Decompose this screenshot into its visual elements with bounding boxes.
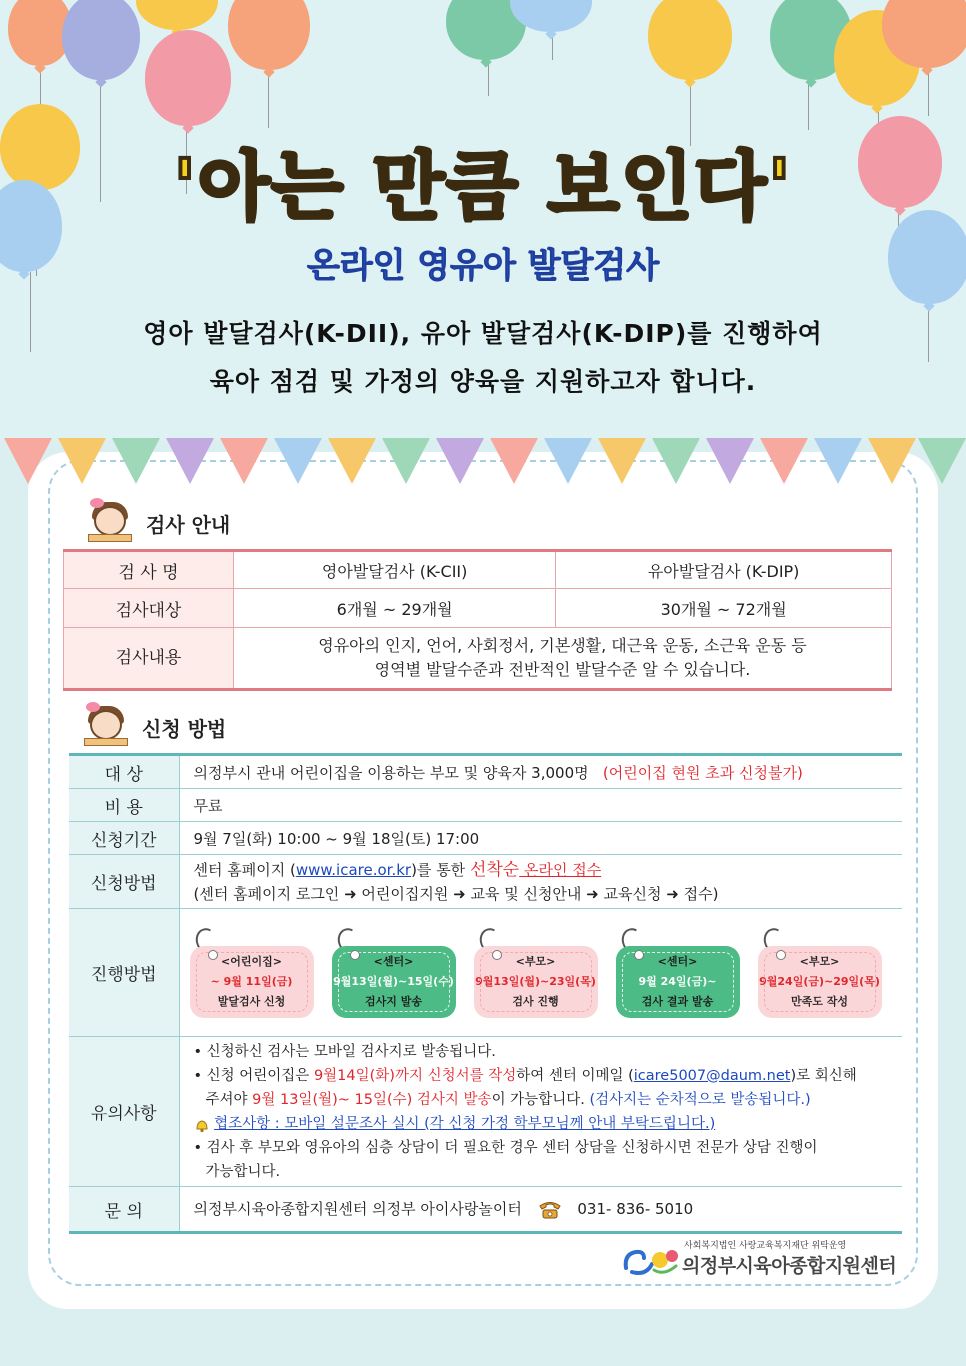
- intro-line-2: 육아 점검 및 가정의 양육을 지원하고자 합니다.: [209, 367, 757, 396]
- tag-hole: [634, 950, 644, 960]
- step-actor: <센터>: [657, 954, 698, 968]
- note-2-a: • 신청 어린이집은: [193, 1067, 314, 1084]
- process-step-tag: [758, 928, 882, 1020]
- cost-value: 무료: [179, 789, 902, 822]
- step-date: ~ 9월 11일(금): [210, 974, 293, 988]
- girl-at-desk-icon: [84, 702, 128, 746]
- footer-operator: 사회복지법인 사랑교육복지재단 위탁운영: [684, 1241, 847, 1251]
- period-value: 9월 7일(화) 10:00 ~ 9월 18일(토) 17:00: [179, 822, 902, 855]
- note-2-deadline: 9월14일(화)까지 신청서를 작성: [313, 1067, 517, 1084]
- note-1: • 신청하신 검사는 모바일 검사지로 발송됩니다.: [193, 1043, 496, 1060]
- note-2-d: )로 회신해: [790, 1067, 857, 1084]
- bell-icon: [194, 1117, 210, 1131]
- table-row: [64, 628, 892, 690]
- note-3-dates: 9월 13일(월)~ 15일(수) 검사지 발송: [252, 1091, 492, 1108]
- table-row: [69, 909, 902, 1037]
- step-actor: <부모>: [799, 954, 840, 968]
- table-row: [64, 589, 892, 628]
- period-label: 신청기간: [69, 822, 179, 855]
- target-value: [179, 755, 902, 789]
- note-3-sequential: (검사지는 순차적으로 발송됩니다.): [589, 1091, 811, 1108]
- note-4-text: 협조사항 : 모바일 설문조사 실시 (각 신청 가정 학부모님께 안내 부탁드립니다.): [214, 1115, 716, 1132]
- note-6: 가능합니다.: [205, 1163, 281, 1180]
- contact-value: [179, 1187, 902, 1233]
- method-value: [179, 855, 902, 909]
- page-title: '아는 만큼 보인다': [173, 144, 793, 230]
- tag-hole: [776, 950, 786, 960]
- step-date: 9월13일(월)~23일(목): [475, 974, 596, 988]
- email-link[interactable]: icare5007@daum.net: [633, 1067, 791, 1084]
- note-3-a: 주셔야: [205, 1091, 253, 1108]
- tag-hole: [492, 950, 502, 960]
- table-row: [69, 822, 902, 855]
- guide-content-label: 검사내용: [64, 628, 234, 690]
- guide-name-label: 검 사 명: [64, 551, 234, 589]
- intro-line-1: 영아 발달검사(K-DII), 유아 발달검사(K-DIP)를 진행하여: [143, 319, 823, 348]
- section-guide-title: 검사 안내: [146, 513, 231, 537]
- step-date: 9월 24일(금)~: [638, 974, 717, 988]
- section-guide-heading: [88, 498, 230, 542]
- process-steps: [179, 909, 902, 1037]
- contact-label: 문 의: [69, 1187, 179, 1233]
- guide-name-infant: 영아발달검사 (K-CII): [234, 551, 556, 589]
- note-5: • 검사 후 부모와 영유아의 심층 상담이 더 필요한 경우 센터 상담을 신청하시면 전문가 상담 진행이: [193, 1139, 818, 1156]
- guide-content-line-1: 영유아의 인지, 언어, 사회정서, 기본생활, 대근육 운동, 소근육 운동 등: [318, 636, 807, 655]
- notes-label: 유의사항: [69, 1037, 179, 1187]
- cost-label: 비 용: [69, 789, 179, 822]
- table-row: [69, 789, 902, 822]
- center-logo-icon: [622, 1244, 680, 1278]
- note-3: [194, 1088, 903, 1112]
- method-path: (센터 홈페이지 로그인 ➜ 어린이집지원 ➜ 교육 및 신청안내 ➜ 교육신청 ➜ 접수): [193, 884, 719, 903]
- guide-target-label: 검사대상: [64, 589, 234, 628]
- guide-target-infant: 6개월 ~ 29개월: [234, 589, 556, 628]
- contact-phone: 031- 836- 5010: [577, 1200, 694, 1219]
- method-label: 신청방법: [69, 855, 179, 909]
- table-row: [69, 1037, 902, 1187]
- section-apply-title: 신청 방법: [142, 717, 227, 741]
- guide-content-text: [234, 628, 892, 690]
- notes-value: [179, 1037, 902, 1187]
- process-label: 진행방법: [69, 909, 179, 1037]
- process-step-tag: [332, 928, 456, 1020]
- step-task: 발달검사 신청: [217, 994, 286, 1008]
- process-step-tag: [616, 928, 740, 1020]
- method-suffix: 온라인 접수: [519, 860, 602, 879]
- method-prefix: 센터 홈페이지 (: [193, 860, 296, 879]
- target-warning: (어린이집 현원 초과 신청불가): [602, 763, 803, 782]
- contact-org: 의정부시육아종합지원센터 의정부 아이사랑놀이터: [193, 1200, 522, 1219]
- process-step-tag: [474, 928, 598, 1020]
- note-2-c: 하여 센터 이메일 (: [516, 1067, 634, 1084]
- step-task: 검사 결과 발송: [641, 994, 714, 1008]
- footer-center-name: 의정부시육아종합지원센터: [682, 1255, 897, 1277]
- page-subtitle: 온라인 영유아 발달검사: [306, 246, 660, 286]
- girl-at-desk-icon: [88, 498, 132, 542]
- table-row: [69, 755, 902, 789]
- process-step-list: [180, 918, 903, 1028]
- note-2: [194, 1064, 903, 1088]
- section-apply-heading: [84, 702, 226, 746]
- tag-hole: [208, 950, 218, 960]
- pennant-garland: [0, 438, 966, 488]
- step-actor: <어린이집>: [221, 954, 282, 968]
- telephone-icon: [537, 1200, 563, 1220]
- step-task: 만족도 작성: [791, 994, 848, 1008]
- target-text: 의정부시 관내 어린이집을 이용하는 부모 및 양육자 3,000명: [193, 763, 589, 782]
- guide-target-child: 30개월 ~ 72개월: [556, 589, 892, 628]
- tag-hole: [350, 950, 360, 960]
- process-step-tag: [190, 928, 314, 1020]
- step-date: 9월13일(월)~15일(수): [333, 974, 454, 988]
- step-actor: <부모>: [515, 954, 556, 968]
- homepage-link[interactable]: www.icare.or.kr: [295, 860, 412, 879]
- note-3-c: 이 가능합니다.: [491, 1091, 590, 1108]
- step-task: 검사지 발송: [365, 994, 422, 1008]
- table-row: [69, 855, 902, 909]
- guide-name-child: 유아발달검사 (K-DIP): [556, 551, 892, 589]
- target-label: 대 상: [69, 755, 179, 789]
- step-actor: <센터>: [373, 954, 414, 968]
- method-line-1: [194, 858, 903, 882]
- table-row: [69, 1187, 902, 1233]
- first-come-highlight: 선착순: [469, 859, 520, 880]
- step-task: 검사 진행: [512, 994, 559, 1008]
- note-4: [194, 1112, 903, 1136]
- guide-table: [63, 549, 892, 691]
- step-date: 9월24일(금)~29일(목): [759, 974, 880, 988]
- table-row: [64, 551, 892, 589]
- guide-content-line-2: 영역별 발달수준과 전반적인 발달수준 알 수 있습니다.: [374, 660, 751, 679]
- apply-table: [69, 753, 902, 1234]
- method-middle: )를 통한: [411, 860, 470, 879]
- footer-logo: [622, 1238, 898, 1278]
